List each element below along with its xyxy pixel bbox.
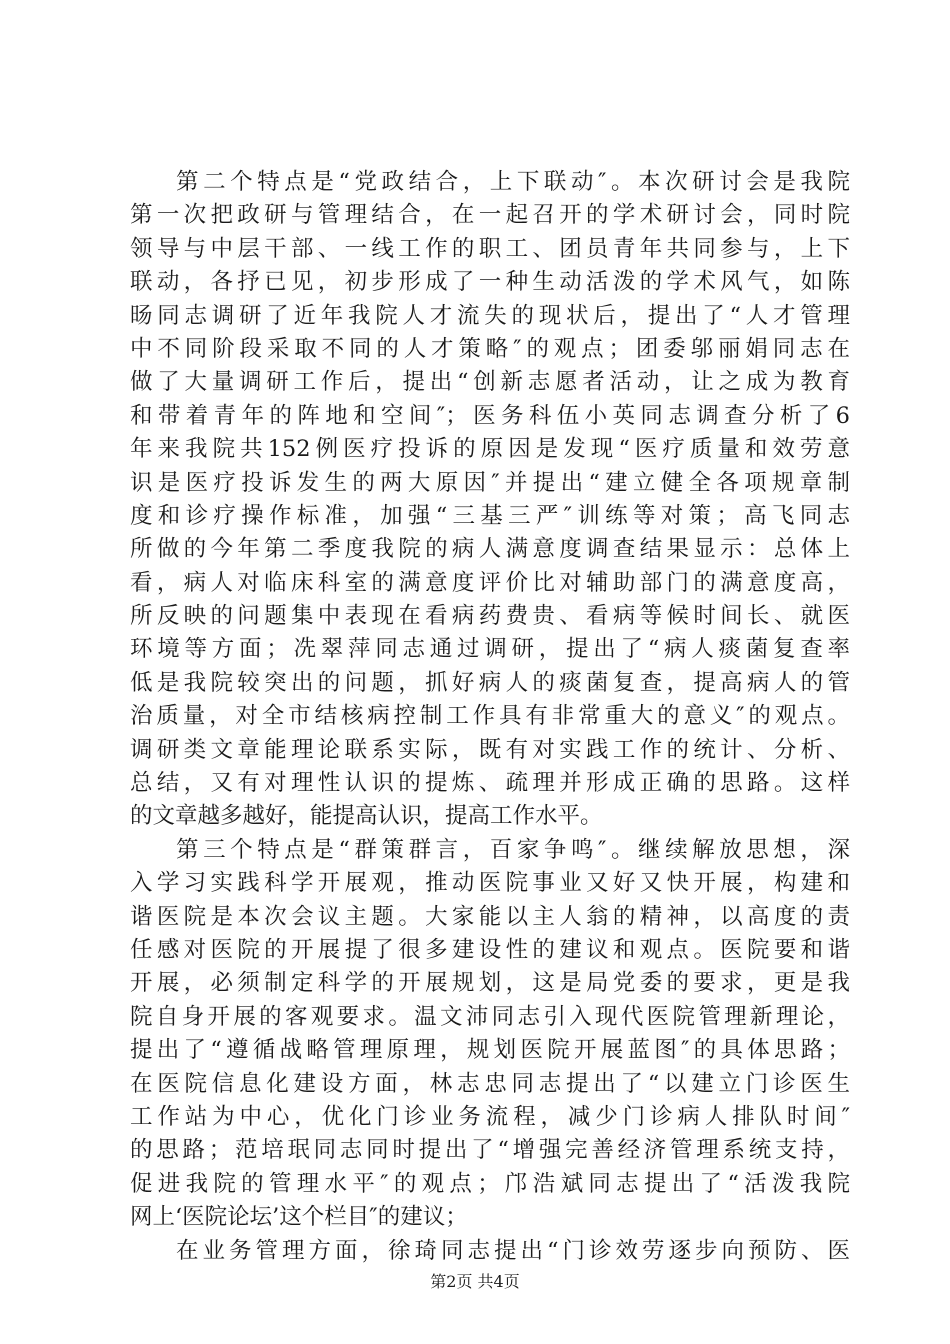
paragraph-line: 所反映的问题集中表现在看病药费贵、看病等候时间长、就医: [130, 603, 850, 630]
paragraph-line: 度和诊疗操作标准，加强“三基三严″训练等对策；高飞同志: [130, 502, 850, 529]
paragraph-line: 在医院信息化建设方面，林志忠同志提出了“以建立门诊医生: [130, 1070, 850, 1097]
paragraph-line: 工作站为中心，优化门诊业务流程，减少门诊病人排队时间″: [130, 1103, 850, 1130]
paragraph-line: 总结，又有对理性认识的提炼、疏理并形成正确的思路。这样: [130, 770, 850, 797]
paragraph-line: 第二个特点是“党政结合，上下联动″。本次研讨会是我院: [176, 169, 850, 195]
paragraph-line: 第三个特点是“群策群言，百家争鸣″。继续解放思想，深: [176, 836, 850, 863]
paragraph-line: 年来我院共152例医疗投诉的原因是发现“医疗质量和效劳意: [130, 436, 850, 463]
paragraph-line: 看，病人对临床科室的满意度评价比对辅助部门的满意度高，: [130, 569, 850, 596]
paragraph-line: 院自身开展的客观要求。温文沛同志引入现代医院管理新理论，: [130, 1003, 850, 1030]
paragraph-line: 旸同志调研了近年我院人才流失的现状后，提出了“人才管理: [130, 302, 850, 329]
document-body: [130, 166, 850, 1268]
paragraph-line: 治质量，对全市结核病控制工作具有非常重大的意义″的观点。: [130, 703, 850, 730]
paragraph-line: 提出了“遵循战略管理原理，规划医院开展蓝图″的具体思路；: [130, 1037, 850, 1064]
paragraph-line: 中不同阶段采取不同的人才策略″的观点；团委邬丽娟同志在: [130, 335, 850, 362]
paragraph-line: 所做的今年第二季度我院的病人满意度调查结果显示：总体上: [130, 536, 850, 563]
paragraph-line: 任感对医院的开展提了很多建设性的建议和观点。医院要和谐: [130, 936, 850, 963]
paragraph-line: 和带着青年的阵地和空间″；医务科伍小英同志调查分析了6: [130, 402, 850, 429]
paragraph-line: 入学习实践科学开展观，推动医院事业又好又快开展，构建和: [130, 870, 850, 897]
paragraph-line: 调研类文章能理论联系实际，既有对实践工作的统计、分析、: [130, 736, 850, 763]
paragraph-line: 联动，各抒已见，初步形成了一种生动活泼的学术风气，如陈: [130, 269, 850, 296]
paragraph-line: 低是我院较突出的问题，抓好病人的痰菌复查，提高病人的管: [130, 669, 850, 696]
paragraph-line: 促进我院的管理水平″的观点；邝浩斌同志提出了“活泼我院: [130, 1170, 850, 1197]
paragraph-line: 在业务管理方面，徐琦同志提出“门诊效劳逐步向预防、医: [176, 1237, 850, 1264]
paragraph-line: 开展，必须制定科学的开展规划，这是局党委的要求，更是我: [130, 970, 850, 997]
paragraph-line: 领导与中层干部、一线工作的职工、团员青年共同参与，上下: [130, 235, 850, 262]
paragraph-line: 的文章越多越好，能提高认识，提高工作水平。: [130, 803, 603, 830]
paragraph-line: 环境等方面；冼翠萍同志通过调研，提出了“病人痰菌复查率: [130, 636, 850, 663]
paragraph-line: 第一次把政研与管理结合，在一起召开的学术研讨会，同时院: [130, 202, 850, 229]
paragraph-line: 网上‘医院论坛’这个栏目″的建议；: [130, 1204, 468, 1231]
page-footer: [0, 1272, 950, 1292]
paragraph-line: 识是医疗投诉发生的两大原因″并提出“建立健全各项规章制: [130, 469, 850, 496]
page-number: 第2页 共4页: [430, 1272, 520, 1291]
paragraph-line: 谐医院是本次会议主题。大家能以主人翁的精神，以高度的责: [130, 903, 850, 930]
paragraph-line: 做了大量调研工作后，提出“创新志愿者活动，让之成为教育: [130, 369, 850, 396]
paragraph-line: 的思路；范培珉同志同时提出了“增强完善经济管理系统支持，: [130, 1137, 850, 1164]
